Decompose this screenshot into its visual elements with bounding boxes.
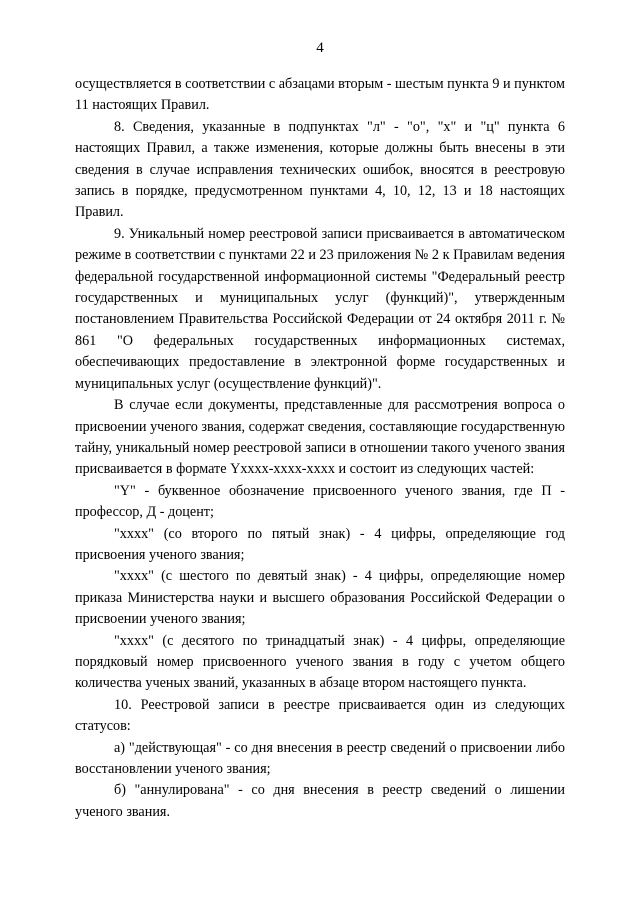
paragraph-format-part-sequence: "хххх" (с десятого по тринадцатый знак) - 4 цифры, определяющие порядковый номер присвоенного ученого звания в году с учетом общего количества ученых званий, указанных в абзаце втором настоящего пункта. xyxy=(75,632,565,692)
page-number: 4 xyxy=(316,40,324,56)
paragraph-format-part-y: "Y" - буквенное обозначение присвоенного ученого звания, где П - профессор, Д - доцент; xyxy=(75,482,565,521)
paragraph-item-9: 9. Уникальный номер реестровой записи присваивается в автоматическом режиме в соответствии с пунктами 22 и 23 приложения № 2 к Правилам ведения федеральной государственной информационной системы "Федеральный реестр государственных и муниципальных услуг (функций)", утвержденным постановлением Правительства Российской Федерации от 24 октября 2011 г. № 861 "О федеральных государственных информационных системах, обеспечивающих предоставление в электронной форме государственных и муниципальных услуг (осуществление функций)". xyxy=(75,225,565,392)
paragraph-item-10: 10. Реестровой записи в реестре присваивается один из следующих статусов: xyxy=(75,696,565,735)
document-body xyxy=(75,74,565,823)
paragraph-status-annulled: б) "аннулирована" - со дня внесения в реестр сведений о лишении ученого звания. xyxy=(75,782,565,820)
paragraph-format-part-order: "хххх" (с шестого по девятый знак) - 4 цифры, определяющие номер приказа Министерства науки и высшего образования Российской Федерации о присвоении ученого звания; xyxy=(75,568,565,628)
paragraph-continuation: осуществляется в соответствии с абзацами вторым - шестым пункта 9 и пунктом 11 настоящих Правил. xyxy=(75,76,565,114)
paragraph-item-8: 8. Сведения, указанные в подпунктах "л" - "о", "х" и "ц" пункта 6 настоящих Правил, а также изменения, которые должны быть внесены в эти сведения в случае исправления технических ошибок, вносятся в реестровую запись в порядке, предусмотренном пунктами 4, 10, 12, 13 и 18 настоящих Правил. xyxy=(75,118,565,221)
paragraph-format-part-year: "хххх" (со второго по пятый знак) - 4 цифры, определяющие год присвоения ученого звания; xyxy=(75,525,565,563)
paragraph-status-active: а) "действующая" - со дня внесения в реестр сведений о присвоении либо восстановлении ученого звания; xyxy=(75,739,565,777)
paragraph-secret-format: В случае если документы, представленные для рассмотрения вопроса о присвоении ученого звания, содержат сведения, составляющие государственную тайну, уникальный номер реестровой записи в отношении такого ученого звания присваивается в формате Yxxxx-xxxx-xxxx и состоит из следующих частей: xyxy=(75,397,565,478)
